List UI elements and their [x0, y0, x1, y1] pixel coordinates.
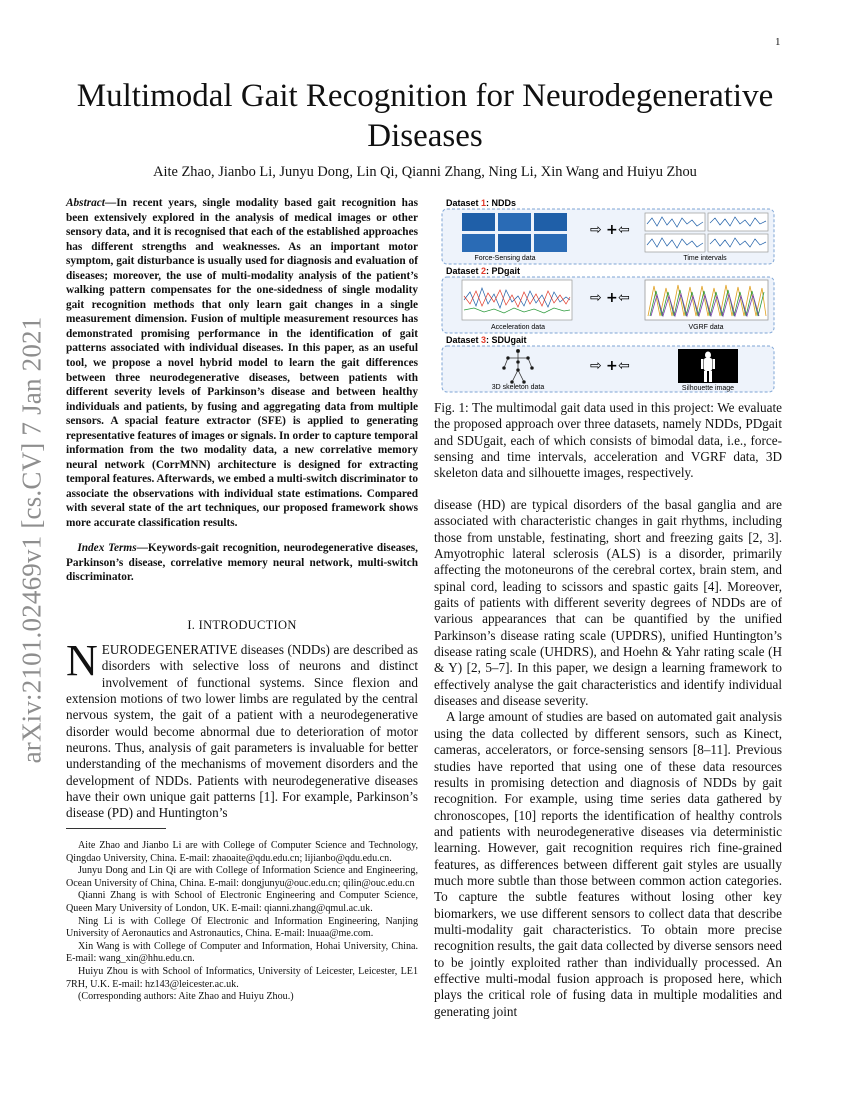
svg-text:+: +	[606, 222, 618, 238]
silhouette-image	[678, 349, 738, 383]
dataset-2-right-label: VGRF data	[688, 324, 724, 331]
right-column-text	[434, 497, 782, 1020]
abstract-text: —In recent years, single modality based gait recognition has been extensively explored in the analysis of medical images or other sensory data, and it is recognised that each of the established approaches has different strengths and weaknesses. As an important motor symptom, gait disturbance is usually used for diagnosis and evaluation of diseases; moreover, the use of multi-modality analysis of the patient’s walking pattern compensates for the one-sidedness of single modality gait recognition methods that only learn gait changes in a single measurement dimension. Fusion of multiple measurement resources has demonstrated promising performance in the identification of gait patterns associated with individual diseases. In this paper, as an useful tool, we propose a novel hybrid model to learn the gait differences between three neurodegenerative diseases, between patients with different severity levels of Parkinson’s disease and between healthy individuals and patients, by fusing and aggregating data from multiple sensors. A spacial feature extractor (SFE) is applied to generating representative features of images or signals. In order to capture temporal information from the two modality data, a new correlative memory neural network (CorrMNN) architecture is designed for extracting temporal features. Afterwards, we embed a multi-switch discriminator to associate the observations with individual state estimations. Compared with several state of the art techniques, our proposed framework shows more accurate classification results.	[66, 197, 418, 530]
intro-text: EURODEGENERATIVE diseases (NDDs) are described as disorders with selective loss of neurons and distinct involvement of functional systems. Since flexion and extension motions of two lower limbs are regulated by the central nervous system, the gait of a patient with a neurodegenerative disorder would become abnormal due to deterioration of motor neurons. Thus, analysis of gait parameters is invaluable for better understanding of the mechanisms of movement disorders and the development of NDDs. Patients with neurodegenerative diseases have their own unique gait patterns [1]. For example, Parkinson’s disease (PD) and Huntington’s	[66, 642, 418, 821]
svg-text:⇨: ⇨	[590, 290, 602, 306]
intro-paragraph	[66, 636, 418, 822]
svg-text:⇦: ⇦	[618, 358, 630, 374]
abstract-label: Abstract	[66, 197, 105, 209]
svg-text:⇦: ⇦	[618, 290, 630, 306]
footnote: Junyu Dong and Lin Qi are with College of Information Science and Engineering, Ocean University of China, China. E-mail: dongjunyu@ouc.edu.cn; qilin@ouc.edu.cn	[66, 865, 418, 889]
svg-text:+: +	[606, 358, 618, 374]
abstract	[66, 196, 418, 531]
svg-text:⇨: ⇨	[590, 358, 602, 374]
svg-text:⇨: ⇨	[590, 222, 602, 238]
paragraph: A large amount of studies are based on automated gait analysis using the data collected by different sensors, such as Kinect, cameras, accelerators, or force-sensing sensors [8–11]. Previous studies have reported that using one of these data resources results in promising detection and diagnosis of NDDs by gait recognition. For example, using time series data gathered by chronoscopes, [10] reports the identification of healthy controls and patients with neurodegenerative diseases via deterministic learning. However, gait recognition requires rich fine-grained features, as differences between different gait styles are usually much more subtle than those between common action categories. To capture the subtle features without losing other key biomarkers, we use different sensors to collect data that describe multi-modality gait characteristics. To obtain more precise recognition results, the gait data collected by diverse sensors need to be jointly exploited rather than individually processed. An effective multi-modal fusion approach is proposed here, which plays the critical role of fusing data in multiple modalities and generating joint	[434, 709, 782, 1019]
fusion-arrows-3	[590, 358, 630, 374]
vgrf-plot	[645, 280, 768, 320]
footnote: Qianni Zhang is with School of Electronic Engineering and Computer Science, Queen Mary University of London, UK. E-mail: qianni.zhang@qmul.ac.uk.	[66, 890, 418, 914]
arxiv-id: arXiv:2101.02469v1 [cs.CV] 7 Jan 2021	[16, 316, 47, 764]
footnote-rule	[66, 828, 166, 829]
dataset-3-right-label: Silhouette image	[681, 385, 735, 392]
dataset-1-title: Dataset 1: NDDs	[446, 198, 517, 208]
dataset-2-left-label: Acceleration data	[490, 324, 546, 331]
acceleration-plot	[462, 280, 572, 320]
footnote: Xin Wang is with College of Computer and Information, Hohai University, China. E-mail: wang_xin@hhu.edu.cn.	[66, 940, 418, 965]
index-terms-text: —Keywords-gait recognition, neurodegenerative diseases, Parkinson’s disease, correlative memory neural network, multi-switch discriminator.	[66, 542, 418, 584]
footnote: (Corresponding authors: Aite Zhao and Huiyu Zhou.)	[78, 991, 294, 1003]
index-terms-label: Index Terms	[77, 542, 137, 554]
index-terms	[66, 541, 418, 585]
section-heading: I. INTRODUCTION	[187, 618, 297, 632]
figure-caption: Fig. 1: The multimodal gait data used in this project: We evaluate the proposed approach over three datasets, namely NDDs, PDgait and SDUgait, each of which consists of bimodal data, i.e., force-sensing and time intervals, acceleration and VGRF data, 3D skeleton data and silhouette images, respectively.	[434, 400, 782, 481]
footnote: Ning Li is with College Of Electronic and Information Engineering, Nanjing University of Aeronautics and Astronautics, China. E-mail: lnuaa@me.com.	[66, 915, 418, 940]
arxiv-sidebar	[14, 300, 50, 780]
dataset-2-title: Dataset 2: PDgait	[446, 266, 521, 276]
footnote: Huiyu Zhou is with School of Informatics, University of Leicester, Leicester, LE1 7RH, U.K. E-mail: hz143@leicester.ac.uk.	[66, 965, 418, 990]
fusion-arrows-1	[590, 222, 630, 238]
svg-text:⇦: ⇦	[618, 222, 630, 238]
drop-cap: N	[66, 636, 98, 685]
dataset-1-left-label: Force-Sensing data	[474, 255, 536, 262]
dataset-3-title: Dataset 3: SDUgait	[446, 335, 527, 345]
page-number: 1	[775, 36, 781, 48]
fusion-arrows-2	[590, 290, 630, 306]
svg-text:+: +	[606, 290, 618, 306]
author-list: Aite Zhao, Jianbo Li, Junyu Dong, Lin Qi, Qianni Zhang, Ning Li, Xin Wang and Huiyu Zhou	[153, 164, 697, 180]
footnotes	[66, 840, 418, 1004]
dataset-3-left-label: 3D skeleton data	[491, 384, 545, 391]
paper-title: Multimodal Gait Recognition for Neurodegenerative Diseases	[76, 78, 774, 154]
dataset-1-right-label: Time intervals	[683, 255, 727, 262]
footnote: Aite Zhao and Jianbo Li are with College of Computer Science and Technology, Qingdao University, China. E-mail: zhaoaite@qdu.edu.cn; lijianbo@qdu.edu.cn.	[66, 840, 418, 864]
figure-1	[440, 196, 777, 396]
paragraph: disease (HD) are typical disorders of the basal ganglia and are associated with characteristic changes in gait rhythms, including those from unstable, festinating, short and freezing gaits [2, 3]. Amyotrophic lateral sclerosis (ALS) is a disorder, primarily affecting the motoneurons of the cerebral cortex, brain stem, and spinal cord, leading to scissors and spastic gaits [4]. Moreover, gaits of patients with different severity degrees of NDDs are of various appearances that can be quantified by the unified Parkinson’s disease rating scale (UPDRS), unified Huntington’s disease rating scale (UHDRS), and Hoehn & Yahr rating scale (H & Y) [2, 5–7]. In this paper, we design a learning framework to effectively analyse the gait characteristics and identify individual diseases and disease severity.	[434, 497, 782, 709]
